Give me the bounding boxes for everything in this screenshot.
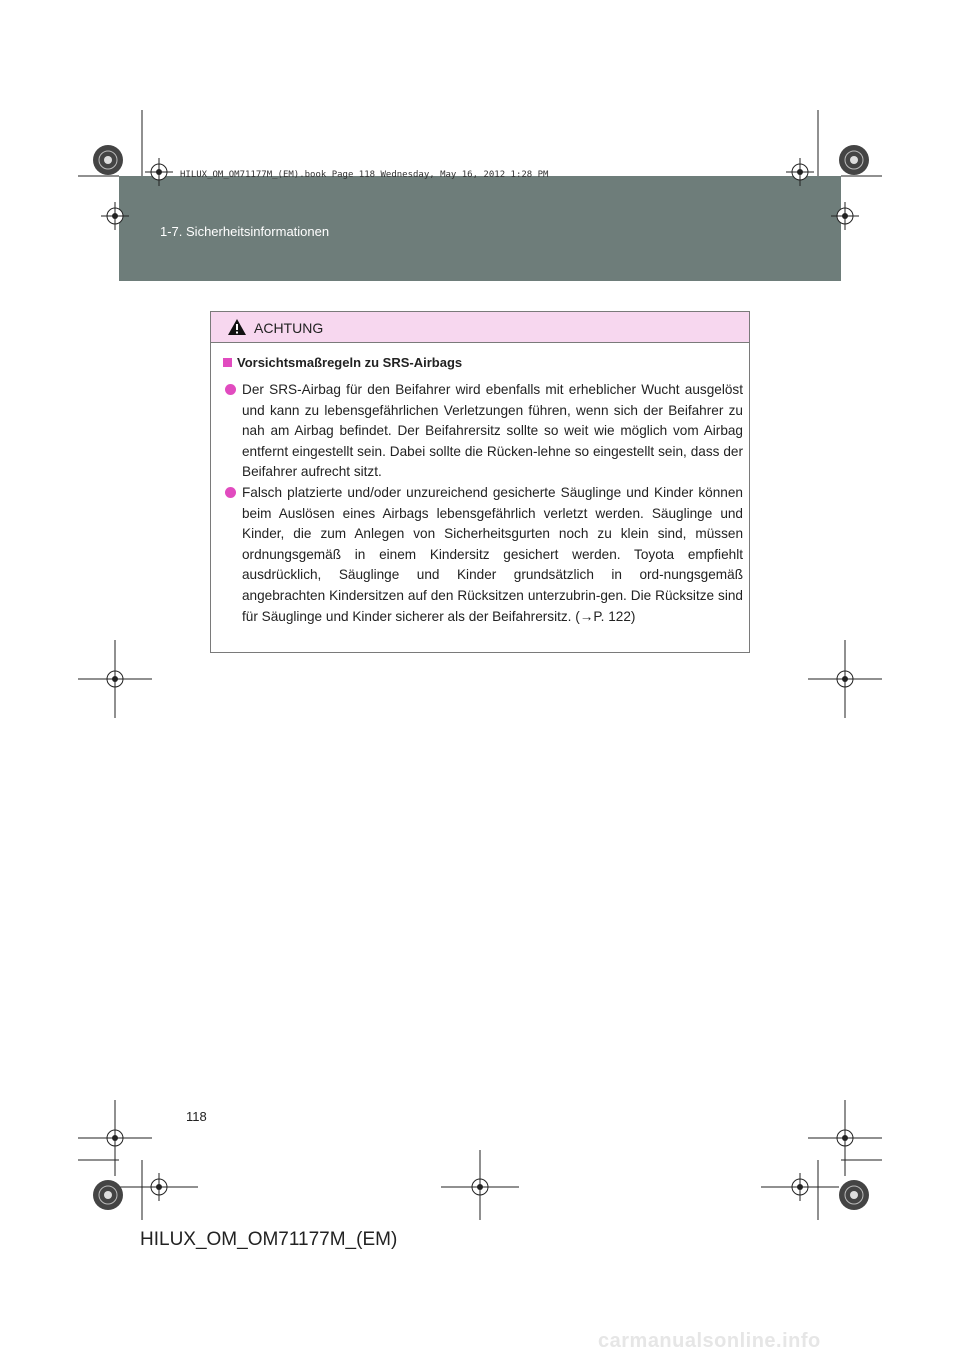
watermark: carmanualsonline.info — [598, 1330, 821, 1352]
crosshair-icon — [831, 202, 859, 230]
starburst-registration-icon — [93, 145, 123, 175]
list-item-text: Der SRS-Airbag für den Beifahrer wird ebenfalls mit erheblicher Wucht ausgelöst und kann zu lebensgefährlichen Verletzungen führen, wenn sich der Beifahrer zu nah am Airbag befindet. Der Beifahrersitz sollte so weit wie möglich vom Airbag entfernt eingestellt sein. Dabei sollte die Rücken-lehne so eingestellt sein, dass der Beifahrer aufrecht sitzt. — [242, 382, 743, 480]
file-stamp: HILUX_OM_OM71177M_(EM).book Page 118 Wednesday, May 16, 2012 1:28 PM — [180, 170, 549, 180]
caution-title: ACHTUNG — [254, 320, 324, 336]
crosshair-icon — [441, 1150, 519, 1220]
list-item-text: Falsch platzierte und/oder unzureichend gesicherte Säuglinge und Kinder können beim Auslösen eines Airbags lebensgefährlich verletzt werden. Säuglinge und Kinder, die zum Anlegen von Sicherheitsgurten noch zu klein sind, müssen ordnungsgemäß in einem Kindersitz gesichert werden. Toyota empfiehlt ausdrücklich, Säuglinge und Kinder grundsätzlich in ord-nungsgemäß angebrachten Kindersitzen auf den Rücksitzen unterzubrin-gen. Die Rücksitze sind für Säuglinge und Kinder sicherer als der Beifahrersitz. (→P. 122) — [242, 485, 743, 624]
starburst-registration-icon — [839, 145, 869, 175]
crosshair-icon — [761, 1173, 839, 1201]
starburst-registration-icon — [839, 1180, 869, 1210]
crosshair-icon — [145, 158, 173, 186]
crosshair-icon — [101, 202, 129, 230]
topic-text: Vorsichtsmaßregeln zu SRS-Airbags — [237, 355, 463, 370]
crosshair-icon — [78, 1100, 152, 1176]
crosshair-icon — [808, 1100, 882, 1176]
section-title: 1-7. Sicherheitsinformationen — [160, 224, 330, 239]
starburst-registration-icon — [93, 1180, 123, 1210]
page-number: 118 — [186, 1109, 207, 1124]
footer-code: HILUX_OM_OM71177M_(EM) — [140, 1229, 398, 1250]
crosshair-icon — [78, 640, 152, 718]
crosshair-icon — [786, 158, 814, 186]
crosshair-icon — [120, 1173, 198, 1201]
crosshair-icon — [808, 640, 882, 718]
